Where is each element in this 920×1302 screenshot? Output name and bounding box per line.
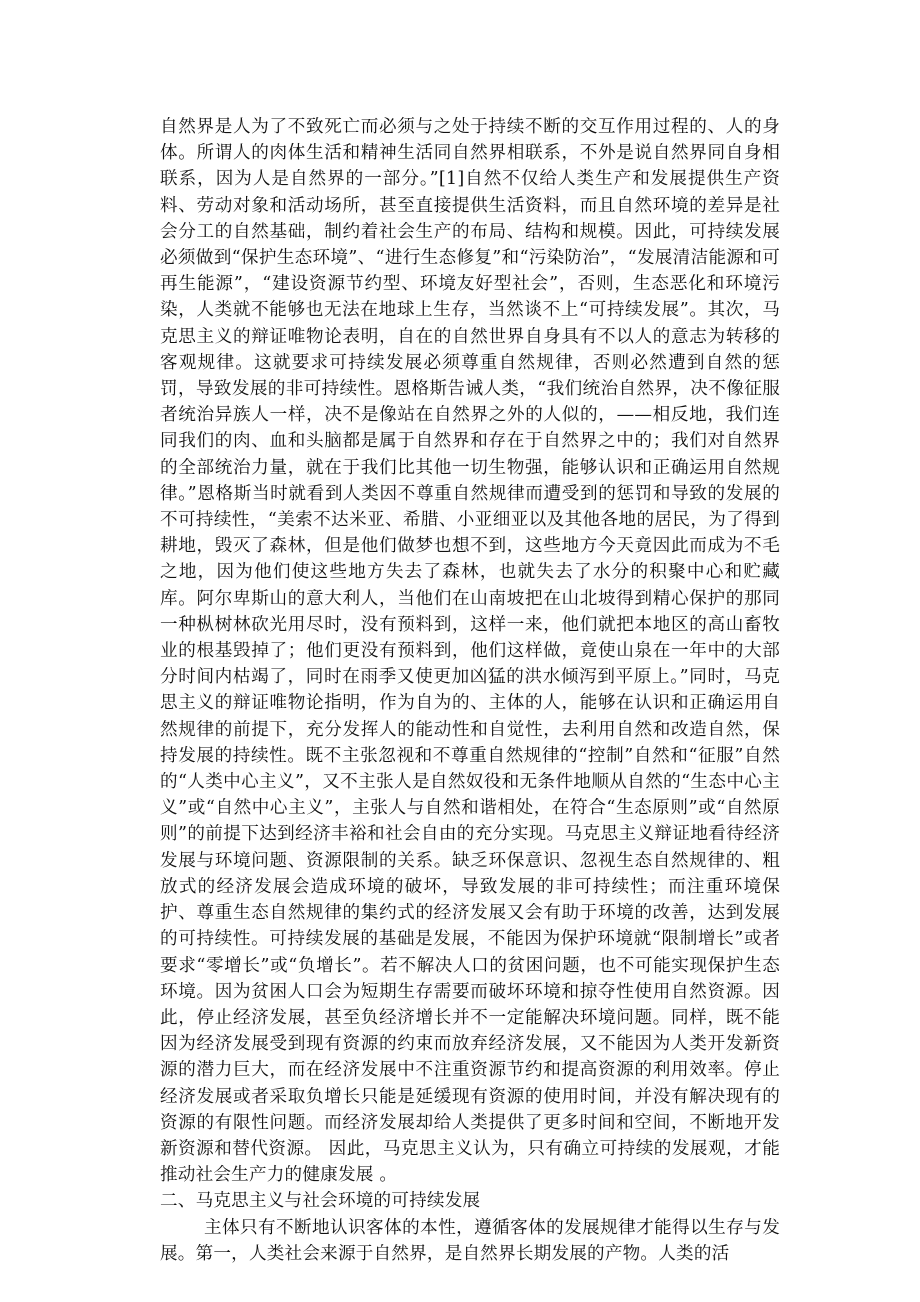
body-paragraph-2: 主体只有不断地认识客体的本性，遵循客体的发展规律才能得以生存与发展。第一，人类社会来源于自然界，是自然界长期发展的产物。人类的活 bbox=[160, 1217, 780, 1264]
section-heading: 二、马克思主义与社会环境的可持续发展 bbox=[160, 1191, 481, 1212]
body-paragraph: 自然界是人为了不致死亡而必须与之处于持续不断的交互作用过程的、人的身体。所谓人的肉体生活和精神生活同自然界相联系，不外是说自然界同自身相联系，因为人是自然界的一部分。”[1]自然不仅给人类生产和发展提供生产资料、劳动对象和活动场所，甚至直接提供生活资料，而且自然环境的差异是社会分工的自然基础，制约着社会生产的布局、结构和规模。因此，可持续发展必须做到“保护生态环境”、“进行生态修复”和“污染防治”，“发展清洁能源和可再生能源”，“建设资源节约型、环境友好型社会”，否则，生态恶化和环境污染，人类就不能够也无法在地球上生存，当然谈不上“可持续发展”。其次，马克思主义的辩证唯物论表明，自在的自然世界自身具有不以人的意志为转移的客观规律。这就要求可持续发展必须尊重自然规律，否则必然遭到自然的惩罚，导致发展的非可持续性。恩格斯告诫人类，“我们统治自然界，决不像征服者统治异族人一样，决不是像站在自然界之外的人似的，——相反地，我们连同我们的肉、血和头脑都是属于自然界和存在于自然界之中的；我们对自然界的全部统治力量，就在于我们比其他一切生物强，能够认识和正确运用自然规律。”恩格斯当时就看到人类因不尊重自然规律而遭受到的惩罚和导致的发展的不可持续性，“美索不达米亚、希腊、小亚细亚以及其他各地的居民，为了得到耕地，毁灭了森林，但是他们做梦也想不到，这些地方今天竟因此而成为不毛之地，因为他们使这些地方失去了森林，也就失去了水分的积聚中心和贮藏库。阿尔卑斯山的意大利人，当他们在山南坡把在山北坡得到精心保护的那同一种枞树林砍光用尽时，没有预料到，这样一来，他们就把本地区的高山畜牧业的根基毁掉了；他们更没有预料到，他们这样做，竟使山泉在一年中的大部分时间内枯竭了，同时在雨季又使更加凶猛的洪水倾泻到平原上。”同时，马克思主义的辩证唯物论指明，作为自为的、主体的人，能够在认识和正确运用自然规律的前提下，充分发挥人的能动性和自觉性，去利用自然和改造自然，保持发展的持续性。既不主张忽视和不尊重自然规律的“控制”自然和“征服”自然的“人类中心主义”，又不主张人是自然奴役和无条件地顺从自然的“生态中心主义”或“自然中心主义”，主张人与自然和谐相处，在符合“生态原则”或“自然原则”的前提下达到经济丰裕和社会自由的充分实现。马克思主义辩证地看待经济发展与环境问题、资源限制的关系。缺乏环保意识、忽视生态自然规律的、粗放式的经济发展会造成环境的破坏，导致发展的非可持续性；而注重环境保护、尊重生态自然规律的集约式的经济发展又会有助于环境的改善，达到发展的可持续性。可持续发展的基础是发展，不能因为保护环境就“限制增长”或者要求“零增长”或“负增长”。若不解决人口的贫困问题，也不可能实现保护生态环境。因为贫困人口会为短期生存需要而破坏环境和掠夺性使用自然资源。因此，停止经济发展，甚至负经济增长并不一定能解决环境问题。同样，既不能因为经济发展受到现有资源的约束而放弃经济发展，又不能因为人类开发新资源的潜力巨大，而在经济发展中不注重资源节约和提高资源的利用效率。停止经济发展或者采取负增长只能是延缓现有资源的使用时间，并没有解决现有的资源的有限性问题。而经济发展却给人类提供了更多时间和空间，不断地开发新资源和替代资源。 因此，马克思主义认为，只有确立可持续的发展观，才能推动社会生产力的健康发展 。 bbox=[160, 117, 780, 1186]
document-body bbox=[160, 114, 780, 1267]
